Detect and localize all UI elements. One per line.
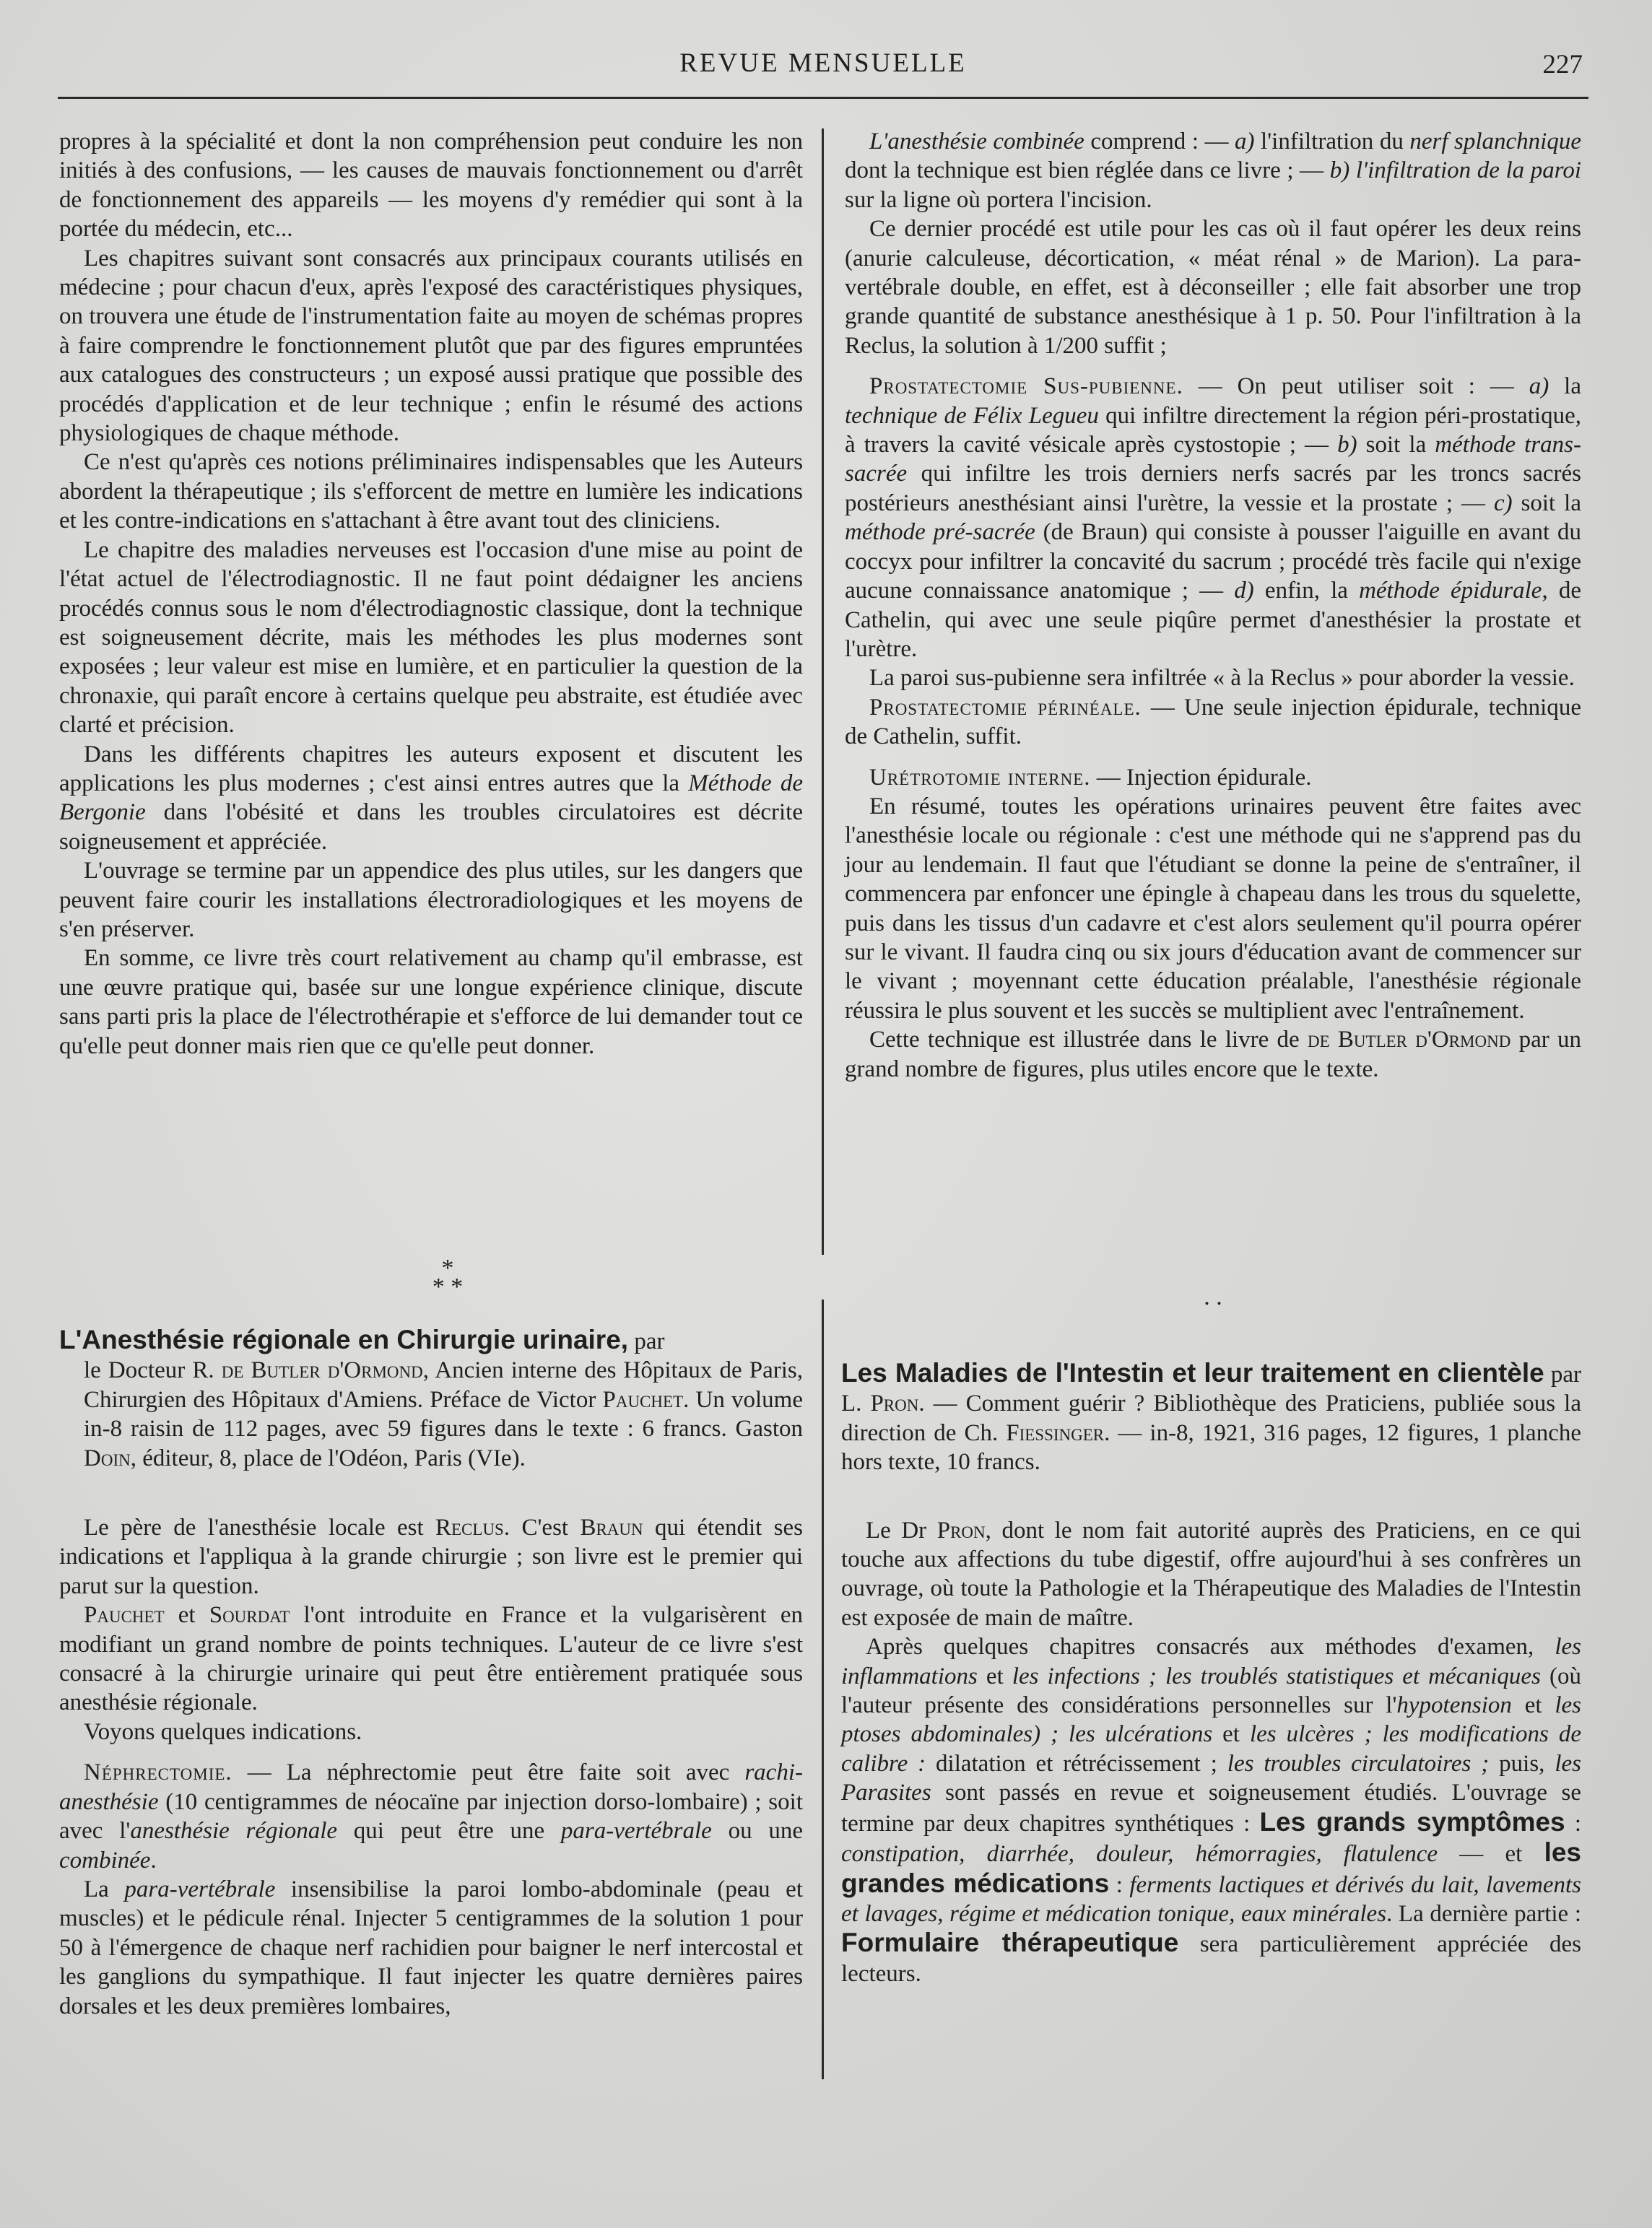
paragraph <box>59 1875 803 2021</box>
italic-run: rachi-anesthésie <box>59 1759 803 1815</box>
text-run: enfin, la <box>1253 578 1360 604</box>
text-run: . Un volume in-8 raisin de 112 pages, avec 59 figures dans le texte : 6 francs. Gaston <box>84 1386 804 1442</box>
editor-name: Fiessinger <box>1006 1419 1105 1446</box>
italic-run: nerf splanchnique <box>1409 129 1581 155</box>
paragraph <box>845 763 1581 792</box>
separator-star: * <box>441 1255 454 1281</box>
paragraph: L'ouvrage se termine par un appendice des plus utiles, sur les dangers que peuvent faire courir les installations électroradiologiques et les moyens de s'en préserver. <box>59 858 803 942</box>
text-run: : <box>1109 1871 1130 1898</box>
section-separator <box>404 1255 491 1300</box>
text-run: — Injection épidurale. <box>1090 764 1312 791</box>
text-run: . — in-8, 1921, 316 pages, 12 figures, 1 planche hors texte, 10 francs. <box>841 1419 1581 1476</box>
paragraph: En somme, ce livre très court relativement au champ qu'il embrasse, est une œuvre pratique qui, basée sur une longue expérience clinique, discute sans parti pris la place de l'électrothérapie et s'efforce de lui demander tout ce qu'elle peut donner mais rien que ce qu'elle peut donner. <box>59 945 803 1059</box>
text-run: qui étendit ses indications et l'appliqua à la grande chirurgie ; son livre est le premier qui parut sur la question. <box>59 1515 803 1599</box>
text-run: La <box>84 1876 125 1902</box>
journal-title: REVUE MENSUELLE <box>679 48 967 78</box>
author-name: Pauchet <box>84 1602 165 1629</box>
author-name: Braun <box>580 1515 643 1541</box>
text-run: — On peut utiliser soit : — <box>1183 373 1529 400</box>
text-run: Cette technique est illustrée dans le livre de <box>869 1027 1308 1053</box>
paragraph: En résumé, toutes les opérations urinaires peuvent être faites avec l'anesthésie locale ou régionale : c'est une méthode qui ne s'apprend pas du jour au lendemain. Il faut que l'étudiant se donne la peine de s'entraîner, il commencera par enfoncer une épingle à chapeau dans les trous du squelette, puis dans les tissus d'un cadavre et c'est alors seulement qu'il pourra opérer sur le vivant. Il faudra cinq ou six jours d'éducation avant de commencer sur le vivant ; moyennant cette éducation préalable, l'anesthésie régionale réussira le plus souvent et les succès se multiplient avec l'entraînement. <box>845 793 1581 1024</box>
text-run: par <box>628 1328 665 1354</box>
section-heading: Prostatectomie Sus-pubienne. <box>869 373 1183 400</box>
italic-run: L'anesthésie combinée <box>869 129 1084 155</box>
italic-run: les ulcères ; les modifications de calibre : <box>841 1721 1581 1777</box>
text-run: Après quelques chapitres consacrés aux méthodes d'examen, <box>866 1634 1555 1661</box>
italic-run: Méthode de Bergonie <box>59 770 803 826</box>
author-name: Pauchet <box>602 1386 684 1413</box>
page-header <box>58 45 1588 99</box>
author-name: de Butler d'Ormond <box>221 1357 423 1384</box>
author-name: Reclus <box>435 1515 504 1541</box>
text-run: le Docteur R. <box>84 1357 222 1384</box>
text-run: — La néphrectomie peut être faite soit avec <box>232 1759 745 1786</box>
author-name: Sourdat <box>209 1602 290 1629</box>
italic-run: a) <box>1529 373 1549 400</box>
text-run: et <box>977 1663 1012 1689</box>
section-heading: Néphrectomie. <box>84 1759 232 1786</box>
paragraph: Ce n'est qu'après ces notions préliminaires indispensables que les Auteurs abordent la thérapeutique ; ils s'efforcent de mettre en lumière les indications et les contre-indications en s'attachant à être avant tout des cliniciens. <box>59 449 803 534</box>
paragraph <box>845 372 1581 663</box>
text-run: (de Braun) qui consiste à pousser l'aiguille en avant du coccyx pour infiltrer la concavité du sacrum ; procédé très facile qui n'exige aucune connaissance anatomique ; — <box>845 519 1581 604</box>
italic-run: d) <box>1234 578 1254 604</box>
italic-run: méthode pré-sacrée <box>845 519 1035 546</box>
text-run: l'infiltration du <box>1254 129 1410 155</box>
paragraph <box>841 1516 1581 1633</box>
italic-run: les infections ; les troublés statistiques et mécaniques <box>1012 1663 1541 1689</box>
text-run: par L. <box>841 1362 1581 1417</box>
right-column-bottom <box>841 1359 1581 1988</box>
italic-run: technique de Félix Legueu <box>845 402 1099 429</box>
book-review-heading <box>59 1326 803 1473</box>
italic-run: les Parasites <box>841 1750 1581 1806</box>
italic-run: les ptoses abdominales) ; les ulcérations <box>841 1692 1581 1748</box>
paragraph: Ce dernier procédé est utile pour les cas où il faut opérer les deux reins (anurie calculeuse, décortication, « méat rénal » de Marion). La para-vertébrale double, en effet, est à déconseiller ; elle fait absorber une trop grande quantité de substance anesthésique à 1 p. 50. Pour l'infiltration à la Reclus, la solution à 1/200 suffit ; <box>845 216 1581 359</box>
section-separator-dots: . . <box>1204 1284 1222 1310</box>
paragraph <box>59 1513 803 1601</box>
text-run: . C'est <box>503 1515 581 1541</box>
paragraph <box>845 693 1581 752</box>
paragraph <box>845 1025 1581 1084</box>
text-run: sont passés en revue et soigneusement étudiés. L'ouvrage se termine par deux chapitres synthétiques : <box>841 1780 1581 1837</box>
text-run: sera particulièrement appréciée des lecteurs. <box>841 1931 1581 1987</box>
text-run: — Une seule injection épidurale, technique de Cathelin, suffit. <box>845 694 1581 750</box>
italic-run: anesthésie régionale <box>130 1818 338 1845</box>
section-heading: Prostatectomie périnéale. <box>869 694 1142 721</box>
text-run: , Ancien interne des Hôpitaux de Paris, Chirurgien des Hôpitaux d'Amiens. Préface de Victor <box>84 1357 803 1413</box>
text-run: et <box>1212 1721 1250 1748</box>
column-rule-top <box>822 129 824 1255</box>
text-run: la <box>1549 373 1581 400</box>
text-run: . La dernière partie : <box>1386 1900 1581 1927</box>
text-run: par un grand nombre de figures, plus utiles encore que le texte. <box>845 1027 1581 1082</box>
italic-run: méthode épidurale <box>1359 578 1542 604</box>
separator-stars: * * <box>432 1274 464 1300</box>
text-run: Le Dr <box>866 1517 937 1544</box>
text-run: et <box>164 1602 209 1629</box>
italic-run: constipation, diarrhée, douleur, hémorragies, flatulence <box>841 1841 1438 1868</box>
text-run: comprend : — <box>1084 129 1235 155</box>
italic-run: les troubles circulatoires ; <box>1227 1750 1490 1777</box>
paragraph <box>845 127 1581 214</box>
text-run: soit la <box>1512 489 1581 516</box>
text-run: . <box>150 1847 157 1874</box>
bold-run: les grandes médications <box>841 1837 1581 1898</box>
text-run: puis, <box>1489 1750 1555 1777</box>
text-run: , éditeur, 8, place de l'Odéon, Paris (VIe). <box>130 1445 526 1471</box>
text-run: dont la technique est bien réglée dans ce livre ; — <box>845 157 1330 184</box>
text-run: soit la <box>1357 432 1435 458</box>
text-run: et <box>1511 1692 1555 1719</box>
text-run: ou une <box>711 1818 803 1845</box>
paragraph <box>59 740 803 857</box>
right-column-top <box>845 127 1581 1084</box>
publisher-name: Doin <box>84 1445 131 1471</box>
section-heading: Urétrotomie interne. <box>869 764 1091 791</box>
text-run: l'ont introduite en France et la vulgarisèrent en modifiant un grand nombre de points techniques. L'auteur de ce livre s'est consacré à la chirurgie urinaire qui peut être entièrement pratiquée sous anesthésie régionale. <box>59 1602 803 1716</box>
text-run: qui infiltre les trois derniers nerfs sacrés par les troncs sacrés postérieurs anesthésiant ainsi l'urètre, la vessie et la prostate ; — <box>845 461 1581 516</box>
italic-run: c) <box>1493 489 1513 516</box>
text-run: qui peut être une <box>337 1818 561 1845</box>
bold-run: Les grands symptômes <box>1259 1806 1565 1837</box>
text-run: Le père de l'anesthésie locale est <box>84 1515 435 1541</box>
italic-run: hypotension <box>1396 1692 1512 1719</box>
paragraph <box>59 1601 803 1718</box>
text-run: dans l'obésité et dans les troubles circulatoires est décrite soigneusement et appréciée. <box>59 799 803 855</box>
text-run: — et <box>1438 1841 1544 1868</box>
paragraph <box>841 1632 1581 1988</box>
italic-run: b) l'infiltration de la paroi <box>1329 157 1581 184</box>
paragraph <box>59 1758 803 1875</box>
paragraph: propres à la spécialité et dont la non compréhension peut conduire les non initiés à des confusions, — les causes de mauvais fonctionnement ou d'arrêt de fonctionnement des appareils — les moyens d'y remédier qui sont à la portée du médecin, etc... <box>59 129 803 243</box>
text-run: , dont le nom fait autorité auprès des Praticiens, en ce qui touche aux affections du tube digestif, offre aujourd'hui à ses confrères un ouvrage, où toute la Pathologie et la Thérapeutique des Maladies de l'Intestin est exposée de main de maître. <box>841 1517 1581 1631</box>
bold-run: Formulaire thérapeutique <box>841 1928 1179 1958</box>
text-run: : <box>1565 1810 1581 1837</box>
paragraph: Le chapitre des maladies nerveuses est l'occasion d'une mise au point de l'état actuel de l'électrodiagnostic. Il ne faut point dédaigner les anciens procédés connus sous le nom d'électrodiagnostic classique, dont la technique est soigneusement décrite, mais les méthodes les plus modernes sont exposées ; leur valeur est mise en lumière, et en particulier la question de la chronaxie, qui paraît encore à certains quelque peu abstraite, est étudiée avec clarté et précision. <box>59 536 803 739</box>
author-name: Pron <box>870 1391 919 1417</box>
book-title: Les Maladies de l'Intestin et leur traitement en clientèle <box>841 1358 1544 1388</box>
italic-run: b) <box>1337 432 1357 458</box>
book-review-heading <box>841 1359 1581 1477</box>
author-name: Pron <box>936 1517 986 1544</box>
paragraph: La paroi sus-pubienne sera infiltrée « à la Reclus » pour aborder la vessie. <box>869 665 1575 692</box>
italic-run: a) <box>1235 129 1255 155</box>
left-column-bottom <box>59 1326 803 2021</box>
text-run: (10 centigrammes de néocaïne par injection dorso-lombaire) ; soit avec l' <box>59 1788 803 1845</box>
paragraph: Voyons quelques indications. <box>84 1718 362 1745</box>
text-run: qui infiltre directement la région péri-prostatique, à travers la cavité vésicale après cystostopie ; — <box>845 402 1581 458</box>
paragraph: Les chapitres suivant sont consacrés aux principaux courants utilisés en médecine ; pour chacun d'eux, après l'exposé des caractéristiques physiques, on trouvera une étude de l'instrumentation faite au moyen de schémas propres à faire comprendre le fonctionnement plutôt que par des figures empruntées aux catalogues des constructeurs ; un exposé aussi pratique que possible des procédés d'application et de leur technique ; enfin le résumé des actions physiologiques de chaque méthode. <box>59 245 803 447</box>
text-run: Dans les différents chapitres les auteurs exposent et discutent les applications les plus modernes ; c'est ainsi entres autres que la <box>59 741 803 796</box>
text-run: dilatation et rétrécissement ; <box>926 1750 1227 1777</box>
italic-run: ferments lactiques et dérivés du lait, lavements et lavages, régime et médication tonique, eaux minérales <box>841 1871 1582 1927</box>
page-number: 227 <box>1542 50 1583 79</box>
left-column-top <box>59 127 803 1061</box>
italic-run: méthode trans-sacrée <box>845 432 1581 487</box>
text-run: , de Cathelin, qui avec une seule piqûre permet d'anesthésier la prostate et l'urètre. <box>845 578 1581 662</box>
text-run: . — Comment guérir ? Bibliothèque des Praticiens, publiée sous la direction de Ch. <box>841 1391 1581 1446</box>
text-run: insensibilise la paroi lombo-abdominale (peau et muscles) et le pédicule rénal. Injecter 5 centigrammes de la solution 1 pour 50 à l'émergence de chaque nerf rachidien pour baigner le nerf intercostal et les ganglions du sympathique. Il faut injecter les quatre dernières paires dorsales et les deux premières lombaires, <box>59 1876 803 2019</box>
text-run: (où l'auteur présente des considérations personnelles sur l' <box>841 1663 1581 1719</box>
italic-run: para-vertébrale <box>560 1818 712 1845</box>
italic-run: les inflammations <box>841 1634 1581 1689</box>
book-title: L'Anesthésie régionale en Chirurgie urinaire, <box>59 1325 629 1354</box>
italic-run: combinée <box>59 1847 151 1874</box>
column-rule-bottom <box>822 1300 824 2079</box>
author-name: de Butler d'Ormond <box>1307 1027 1511 1053</box>
book-details <box>59 1356 803 1473</box>
italic-run: para-vertébrale <box>124 1876 276 1902</box>
text-run: sur la ligne où portera l'incision. <box>845 186 1152 213</box>
